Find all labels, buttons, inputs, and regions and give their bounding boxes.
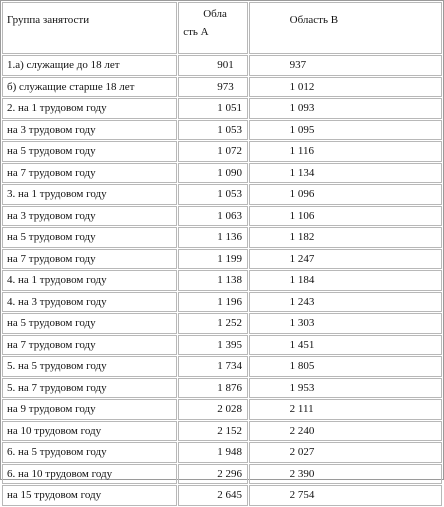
cell-region-b [249, 227, 442, 248]
cell-region-b [249, 421, 442, 442]
cell-region-b [249, 120, 442, 141]
table-row [2, 249, 442, 270]
cell-region-b-value: 1 182 [289, 231, 315, 244]
cell-group: на 15 трудовом году [2, 485, 177, 506]
cell-group: на 5 трудовом году [2, 141, 177, 162]
cell-region-b-value: 1 953 [289, 381, 315, 394]
table-row [2, 163, 442, 184]
cell-region-a-value: 2 645 [217, 489, 242, 502]
cell-region-a-value: 1 199 [217, 252, 242, 265]
cell-region-b-value: 1 106 [289, 209, 315, 222]
table-row [2, 120, 442, 141]
cell-group: на 5 трудовом году [2, 313, 177, 334]
cell-region-a-value: 1 395 [217, 338, 242, 351]
table-row [2, 442, 442, 463]
cell-region-b-value: 1 012 [289, 80, 315, 93]
header-region-a-line1: Обла [203, 8, 227, 20]
cell-group: на 3 трудовом году [2, 206, 177, 227]
cell-region-a [178, 55, 247, 76]
cell-region-a [178, 141, 247, 162]
cell-region-a-value: 1 053 [217, 123, 242, 136]
cell-region-a [178, 399, 247, 420]
table-row [2, 335, 442, 356]
cell-group: 4. на 3 трудовом году [2, 292, 177, 313]
cell-region-a-value: 901 [217, 59, 234, 72]
cell-region-b [249, 249, 442, 270]
table-body [2, 55, 442, 506]
table-row [2, 485, 442, 506]
cell-region-a-value: 1 090 [217, 166, 242, 179]
cell-region-b-value: 1 134 [289, 166, 315, 179]
table-row [2, 77, 442, 98]
cell-region-b [249, 313, 442, 334]
table-row [2, 399, 442, 420]
cell-region-b [249, 399, 442, 420]
cell-region-b-value: 1 095 [289, 123, 315, 136]
table-row [2, 378, 442, 399]
table-row [2, 184, 442, 205]
cell-region-b [249, 98, 442, 119]
header-region-b-label: Область В [289, 14, 339, 26]
cell-region-a [178, 464, 247, 485]
cell-region-a [178, 184, 247, 205]
cell-region-b [249, 270, 442, 291]
cell-region-b-value: 2 390 [289, 467, 315, 480]
cell-region-b [249, 55, 442, 76]
table-header [2, 2, 442, 54]
cell-region-a-value: 1 051 [217, 102, 242, 115]
cell-region-a [178, 270, 247, 291]
table-row [2, 206, 442, 227]
header-region-a-line2: сть А [183, 26, 209, 38]
cell-region-b-value: 2 754 [289, 489, 315, 502]
table-row [2, 464, 442, 485]
cell-region-a-value: 1 734 [217, 360, 242, 373]
cell-group: 1.а) служащие до 18 лет [2, 55, 177, 76]
header-row [2, 2, 442, 54]
cell-group: 5. на 7 трудовом году [2, 378, 177, 399]
cell-region-a-value: 1 948 [217, 446, 242, 459]
table-row [2, 356, 442, 377]
cell-region-a-value: 1 072 [217, 145, 242, 158]
cell-region-a [178, 442, 247, 463]
cell-region-b [249, 141, 442, 162]
table-row [2, 270, 442, 291]
cell-region-a-value: 1 053 [217, 188, 242, 201]
cell-region-a [178, 335, 247, 356]
cell-region-a-value: 2 152 [217, 424, 242, 437]
cell-region-a-value: 1 876 [217, 381, 242, 394]
cell-region-b-value: 1 303 [289, 317, 315, 330]
cell-group: на 9 трудовом году [2, 399, 177, 420]
cell-group: 3. на 1 трудовом году [2, 184, 177, 205]
cell-region-b [249, 485, 442, 506]
cell-group: 5. на 5 трудовом году [2, 356, 177, 377]
cell-group: 6. на 10 трудовом году [2, 464, 177, 485]
cell-region-b-value: 1 243 [289, 295, 315, 308]
cell-region-b-value: 2 111 [289, 403, 314, 416]
table-row [2, 227, 442, 248]
cell-region-b [249, 356, 442, 377]
cell-region-b [249, 163, 442, 184]
cell-region-b [249, 378, 442, 399]
cell-region-a [178, 206, 247, 227]
cell-region-a-value: 1 136 [217, 231, 242, 244]
cell-region-b [249, 206, 442, 227]
cell-group: на 10 трудовом году [2, 421, 177, 442]
table-row [2, 98, 442, 119]
cell-region-a [178, 120, 247, 141]
cell-region-a-value: 1 138 [217, 274, 242, 287]
table-row [2, 421, 442, 442]
header-group [2, 2, 177, 54]
cell-region-b [249, 292, 442, 313]
cell-region-a [178, 313, 247, 334]
cell-group: б) служащие старше 18 лет [2, 77, 177, 98]
cell-region-a-value: 2 028 [217, 403, 242, 416]
cell-group: на 7 трудовом году [2, 163, 177, 184]
cell-region-b-value: 1 116 [289, 145, 314, 158]
cell-region-a-value: 1 063 [217, 209, 242, 222]
cell-region-b-value: 1 184 [289, 274, 315, 287]
header-group-label: Группа занятости [7, 14, 90, 26]
cell-region-a [178, 356, 247, 377]
cell-group: 6. на 5 трудовом году [2, 442, 177, 463]
cell-region-b [249, 442, 442, 463]
table-row [2, 55, 442, 76]
cell-region-a [178, 378, 247, 399]
cell-group: 4. на 1 трудовом году [2, 270, 177, 291]
cell-region-b-value: 1 096 [289, 188, 315, 201]
table-row [2, 141, 442, 162]
header-region-b [249, 2, 442, 54]
cell-region-a [178, 485, 247, 506]
cell-region-a [178, 249, 247, 270]
table-row [2, 292, 442, 313]
cell-region-a [178, 163, 247, 184]
cell-region-b [249, 464, 442, 485]
cell-group: на 7 трудовом году [2, 335, 177, 356]
cell-region-b-value: 2 240 [289, 424, 315, 437]
cell-region-b [249, 77, 442, 98]
cell-region-b-value: 1 247 [289, 252, 315, 265]
cell-group: 2. на 1 трудовом году [2, 98, 177, 119]
cell-region-a [178, 227, 247, 248]
cell-group: на 3 трудовом году [2, 120, 177, 141]
cell-region-a [178, 292, 247, 313]
cell-region-b-value: 1 805 [289, 360, 315, 373]
table-row [2, 313, 442, 334]
cell-region-b-value: 1 451 [289, 338, 315, 351]
cell-region-b [249, 335, 442, 356]
cell-region-a-value: 1 196 [217, 295, 242, 308]
cell-region-a [178, 77, 247, 98]
cell-group: на 5 трудовом году [2, 227, 177, 248]
cell-region-a-value: 1 252 [217, 317, 242, 330]
cell-region-b-value: 2 027 [289, 446, 315, 459]
cell-region-b [249, 184, 442, 205]
salary-table [1, 1, 443, 507]
cell-region-b-value: 1 093 [289, 102, 315, 115]
cell-region-a-value: 973 [217, 80, 234, 93]
cell-region-a [178, 421, 247, 442]
header-region-a [178, 2, 247, 54]
cell-group: на 7 трудовом году [2, 249, 177, 270]
cell-region-a-value: 2 296 [217, 467, 242, 480]
cell-region-a [178, 98, 247, 119]
cell-region-b-value: 937 [289, 59, 307, 72]
